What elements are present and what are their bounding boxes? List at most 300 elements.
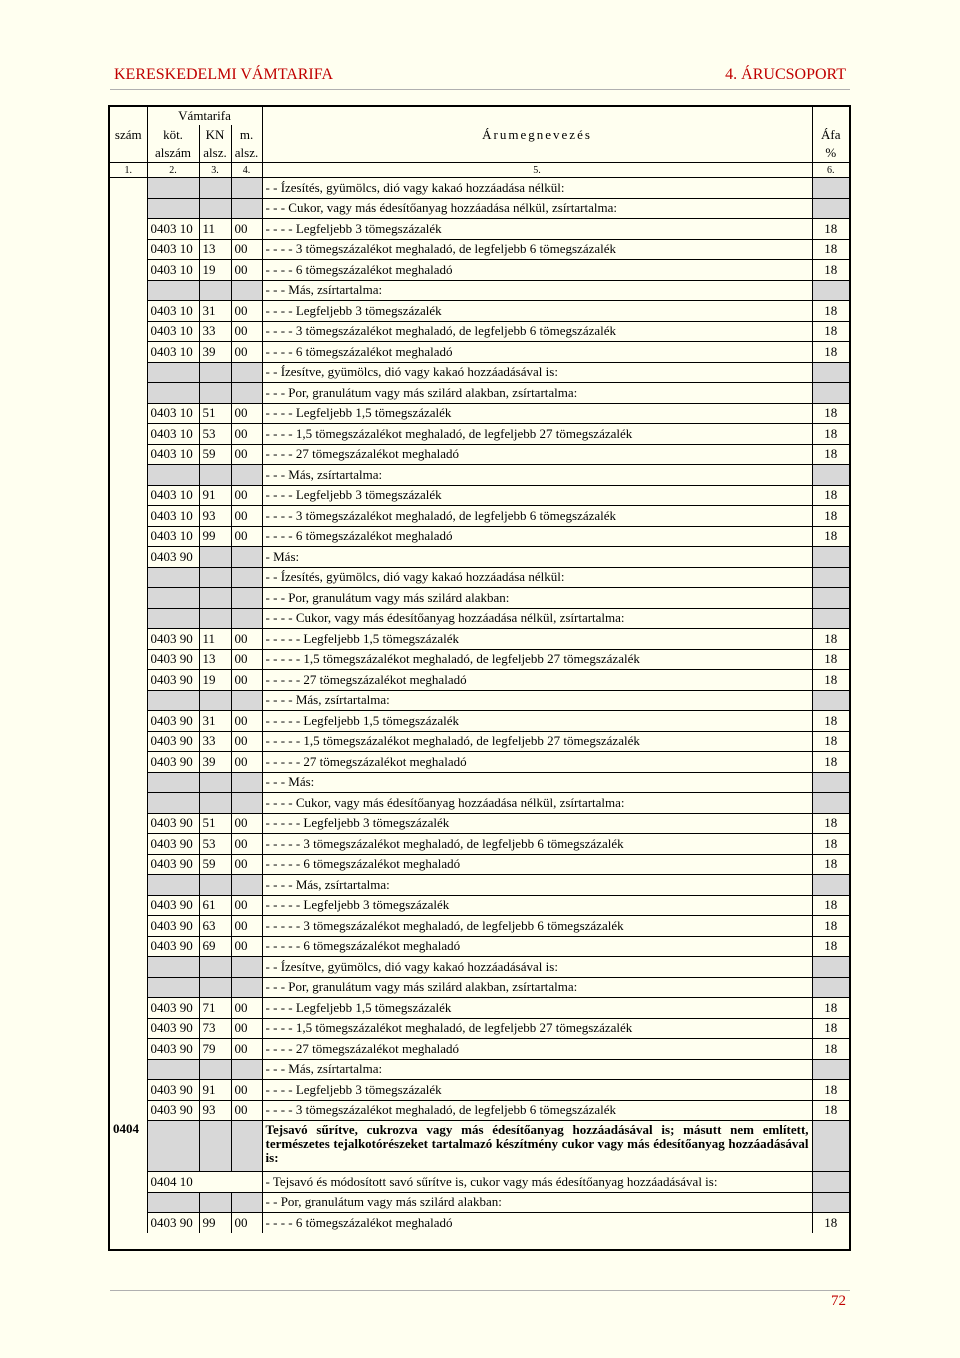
afa-cell: 18 [812,711,849,732]
kn-alsz-cell [199,957,231,978]
table-row [110,424,849,445]
m-alsz-cell [231,362,262,383]
kot-alszam-cell: 0403 90 [147,629,199,650]
description-cell: - - - Por, granulátum vagy más szilárd alakban, zsírtartalma: [262,383,812,404]
table-row [110,793,849,814]
kot-alszam-cell: 0403 10 [147,260,199,281]
table-row [110,608,849,629]
kn-alsz-cell: 31 [199,301,231,322]
table-row [110,178,849,199]
afa-cell: 18 [812,998,849,1019]
description-cell: - - - - - Legfeljebb 1,5 tömegszázalék [262,711,812,732]
table-row [110,772,849,793]
kot-alszam-cell [147,875,199,896]
szam-cell [110,178,147,1121]
kn-alsz-cell: 73 [199,1018,231,1039]
m-alsz-cell: 00 [231,711,262,732]
description-cell: - - Por, granulátum vagy más szilárd alakban: [262,1192,812,1213]
description-cell: - - Ízesítve, gyümölcs, dió vagy kakaó hozzáadásával is: [262,362,812,383]
afa-cell [812,567,849,588]
kn-alsz-cell: 51 [199,813,231,834]
table-row [110,1039,849,1060]
afa-cell: 18 [812,1100,849,1121]
table-row [110,260,849,281]
kn-alsz-cell [199,567,231,588]
afa-cell [812,280,849,301]
m-alsz-cell: 00 [231,649,262,670]
kn-alsz-cell: 51 [199,403,231,424]
kot-alszam-cell [147,588,199,609]
table-row [110,854,849,875]
table-row [110,383,849,404]
table-row [110,198,849,219]
kot-alszam-cell: 0403 90 [147,1080,199,1101]
description-cell: - - - - 3 tömegszázalékot meghaladó, de legfeljebb 6 tömegszázalék [262,321,812,342]
kn-alsz-cell: 53 [199,834,231,855]
kot-alszam-cell: 0403 90 [147,998,199,1019]
m-alsz-cell: 00 [231,895,262,916]
m-alsz-cell [231,690,262,711]
kot-alszam-cell: 0403 90 [147,752,199,773]
description-cell: - - - - - 3 tömegszázalékot meghaladó, de legfeljebb 6 tömegszázalék [262,834,812,855]
description-cell: - - - - - 3 tömegszázalékot meghaladó, de legfeljebb 6 tömegszázalék [262,916,812,937]
description-cell: - - - Más, zsírtartalma: [262,465,812,486]
kot-alszam-cell: 0403 10 [147,444,199,465]
kn-alsz-cell: 33 [199,321,231,342]
tariff-table [110,107,849,1233]
afa-cell: 18 [812,1080,849,1101]
m-alsz-cell: 00 [231,1100,262,1121]
kn-alsz-cell: 53 [199,424,231,445]
header-afa: Áfa [812,125,849,144]
table-row [110,547,849,568]
description-cell: - - - - 27 tömegszázalékot meghaladó [262,1039,812,1060]
m-alsz-cell: 00 [231,670,262,691]
kot-alszam-cell: 0403 90 [147,916,199,937]
kn-alsz-cell [199,362,231,383]
afa-cell: 18 [824,1214,838,1230]
table-row [110,588,849,609]
description-cell: - - - - Legfeljebb 3 tömegszázalék [262,301,812,322]
kn-alsz-cell: 93 [199,506,231,527]
description-cell: - Más: [262,547,812,568]
afa-cell: 18 [812,219,849,240]
kn-alsz-cell: 93 [199,1100,231,1121]
heading-number: 0404 [110,1121,147,1233]
description-cell: - - - - Más, zsírtartalma: [262,690,812,711]
table-row [110,301,849,322]
kot-alszam-cell: 0403 90 [147,1039,199,1060]
m-alsz-cell: 00 [231,1039,262,1060]
table-row [110,916,849,937]
afa-cell [812,977,849,998]
afa-cell: 18 [812,444,849,465]
kot-alszam-cell: 0403 90 [147,1100,199,1121]
m-alsz-cell: 00 [231,301,262,322]
kot-alszam-cell: 0403 90 [147,1213,199,1233]
table-body [110,178,849,1233]
afa-cell: 18 [812,526,849,547]
table-row [110,711,849,732]
kot-alszam-cell: 0403 10 [147,485,199,506]
m-alsz-cell: 00 [231,936,262,957]
afa-cell: 18 [812,260,849,281]
table-row [110,875,849,896]
m-alsz-cell: 00 [231,1213,262,1233]
table-header [110,107,849,178]
kot-alszam-cell: 0404 10 [147,1172,262,1193]
kot-alszam-cell [147,178,199,199]
afa-cell [812,875,849,896]
header-chapter: 4. ÁRUCSOPORT [725,66,846,83]
kn-alsz-cell [199,198,231,219]
description-cell: - - - - Cukor, vagy más édesítőanyag hozzáadása nélkül, zsírtartalma: [262,793,812,814]
description-cell: - - - - 6 tömegszázalékot meghaladó [262,260,812,281]
kot-alszam-cell [147,772,199,793]
m-alsz-cell [231,977,262,998]
description-cell: - - - - 3 tömegszázalékot meghaladó, de legfeljebb 6 tömegszázalék [262,239,812,260]
kot-alszam-cell: 0403 90 [147,813,199,834]
kn-alsz-cell: 69 [199,936,231,957]
kn-alsz-cell [199,465,231,486]
m-alsz-cell: 00 [231,526,262,547]
header-rule [110,89,850,90]
column-numbers: 1. 2. 3. 4. 5. 6. [110,163,849,178]
afa-cell [812,793,849,814]
m-alsz-cell: 00 [231,321,262,342]
m-alsz-cell [231,465,262,486]
kot-alszam-cell [147,198,199,219]
description-cell: - - - Por, granulátum vagy más szilárd alakban, zsírtartalma: [262,977,812,998]
header-arumegnevezes: Árumegnevezés [262,125,812,144]
kn-alsz-cell: 19 [199,260,231,281]
kot-alszam-cell: 0403 10 [147,301,199,322]
description-cell: - - - - Legfeljebb 1,5 tömegszázalék [262,998,812,1019]
footer-rule [110,1290,850,1291]
kot-alszam-cell: 0403 10 [147,239,199,260]
description-cell: - - - - Legfeljebb 1,5 tömegszázalék [262,403,812,424]
afa-cell: 18 [812,916,849,937]
description-cell: - - - Más, zsírtartalma: [262,1059,812,1080]
table-row [110,403,849,424]
kot-alszam-cell [147,383,199,404]
table-row [110,895,849,916]
m-alsz-cell: 00 [231,444,262,465]
m-alsz-cell: 00 [231,731,262,752]
afa-cell: 18 [812,936,849,957]
m-alsz-cell: 00 [231,239,262,260]
description-cell: - - - Más, zsírtartalma: [262,280,812,301]
description-cell: - - Ízesítve, gyümölcs, dió vagy kakaó hozzáadásával is: [262,957,812,978]
kn-alsz-cell: 39 [199,752,231,773]
table-row [110,1213,849,1233]
kn-alsz-cell [199,977,231,998]
kot-alszam-cell: 0403 10 [147,403,199,424]
kn-alsz-cell [199,690,231,711]
kot-alszam-cell: 0403 10 [147,321,199,342]
afa-cell [812,383,849,404]
kot-alszam-cell [147,793,199,814]
kn-alsz-cell: 59 [199,444,231,465]
header-m: m. [231,125,262,144]
afa-cell: 18 [812,301,849,322]
m-alsz-cell: 00 [231,752,262,773]
kn-alsz-cell: 63 [199,916,231,937]
heading-description: Tejsavó sűrítve, cukrozva vagy más édesítőanyag hozzáadásával is; másutt nem említett, természetes tejalkotórészeket tartalmazó készítmény cukor vagy más édesítőanyag hozzáadásával is: [262,1121,812,1172]
description-cell: - - - - - Legfeljebb 3 tömegszázalék [262,895,812,916]
heading-row-0404 [110,1121,849,1172]
afa-cell [812,588,849,609]
table-row [110,485,849,506]
kot-alszam-cell [147,608,199,629]
kn-alsz-cell: 13 [199,239,231,260]
kot-alszam-cell: 0403 10 [147,526,199,547]
kot-alszam-cell [147,567,199,588]
kn-alsz-cell: 61 [199,895,231,916]
kot-alszam-cell: 0403 90 [147,649,199,670]
m-alsz-cell: 00 [231,834,262,855]
header-kot: köt. [147,125,199,144]
table-row [110,465,849,486]
kot-alszam-cell: 0403 10 [147,342,199,363]
afa-cell: 18 [812,424,849,445]
m-alsz-cell: 00 [231,629,262,650]
kn-alsz-cell: 91 [199,1080,231,1101]
table-row [110,239,849,260]
afa-cell [812,547,849,568]
empty-cell [147,1121,199,1172]
description-cell: - - - - - 1,5 tömegszázalékot meghaladó, de legfeljebb 27 tömegszázalék [262,731,812,752]
kn-alsz-cell: 19 [199,670,231,691]
kot-alszam-cell: 0403 90 [147,670,199,691]
header-m-alsz: alsz. [231,144,262,163]
table-row [110,936,849,957]
kot-alszam-cell: 0403 90 [147,547,199,568]
table-row [110,567,849,588]
description-cell: - - - - - 1,5 tömegszázalékot meghaladó, de legfeljebb 27 tömegszázalék [262,649,812,670]
afa-cell [812,198,849,219]
description-cell: - - - Cukor, vagy más édesítőanyag hozzáadása nélkül, zsírtartalma: [262,198,812,219]
kot-alszam-cell: 0403 90 [147,1018,199,1039]
kot-alszam-cell [147,465,199,486]
afa-cell: 18 [812,752,849,773]
description-cell: - - - Más: [262,772,812,793]
table-row [110,219,849,240]
kn-alsz-cell: 71 [199,998,231,1019]
kn-alsz-cell: 11 [199,219,231,240]
m-alsz-cell: 00 [231,854,262,875]
description-cell: - - - - 3 tömegszázalékot meghaladó, de legfeljebb 6 tömegszázalék [262,1100,812,1121]
kot-alszam-cell: 0403 10 [147,219,199,240]
afa-cell [812,1121,849,1172]
table-row [110,834,849,855]
table-row [110,649,849,670]
kot-alszam-cell [147,362,199,383]
empty-cell [199,1121,231,1172]
afa-cell: 18 [812,239,849,260]
table-row [110,690,849,711]
table-row [110,321,849,342]
afa-cell [812,608,849,629]
m-alsz-cell [231,608,262,629]
afa-cell [812,772,849,793]
kot-alszam-cell: 0403 10 [147,506,199,527]
header-szam: szám [114,126,142,142]
kot-alszam-cell [147,280,199,301]
table-row [110,977,849,998]
m-alsz-cell [231,198,262,219]
description-cell: - - - - 3 tömegszázalékot meghaladó, de legfeljebb 6 tömegszázalék [262,506,812,527]
afa-cell: 18 [812,834,849,855]
table-row [110,1172,849,1193]
table-row [110,444,849,465]
kn-alsz-cell [199,280,231,301]
description-cell: - - - - 6 tömegszázalékot meghaladó [262,342,812,363]
m-alsz-cell: 00 [231,342,262,363]
header-title: KERESKEDELMI VÁMTARIFA [114,66,334,83]
description-cell: - - - - 1,5 tömegszázalékot meghaladó, de legfeljebb 27 tömegszázalék [262,424,812,445]
table-row [110,670,849,691]
description-cell: - - - - - Legfeljebb 1,5 tömegszázalék [262,629,812,650]
kn-alsz-cell [199,772,231,793]
kn-alsz-cell: 99 [199,1213,231,1233]
m-alsz-cell [231,772,262,793]
kn-alsz-cell: 99 [199,526,231,547]
m-alsz-cell [231,567,262,588]
table-row [110,1018,849,1039]
afa-cell: 18 [812,629,849,650]
description-cell: - - - - 27 tömegszázalékot meghaladó [262,444,812,465]
afa-cell [812,1172,849,1193]
m-alsz-cell [231,280,262,301]
kot-alszam-cell [147,690,199,711]
kot-alszam-cell: 0403 90 [147,711,199,732]
header-kn: KN [199,125,231,144]
description-cell: - - - - - 27 tömegszázalékot meghaladó [262,670,812,691]
kn-alsz-cell: 59 [199,854,231,875]
m-alsz-cell: 00 [231,260,262,281]
afa-cell [812,362,849,383]
kn-alsz-cell: 91 [199,485,231,506]
afa-cell: 18 [812,321,849,342]
kot-alszam-cell: 0403 90 [147,854,199,875]
m-alsz-cell [231,1059,262,1080]
m-alsz-cell [231,793,262,814]
afa-cell: 18 [812,403,849,424]
afa-cell [812,465,849,486]
afa-cell [812,1192,849,1213]
afa-cell: 18 [812,649,849,670]
m-alsz-cell: 00 [231,916,262,937]
table-row [110,362,849,383]
header-kn-alsz: alsz. [199,144,231,163]
kot-alszam-cell [147,957,199,978]
kot-alszam-cell: 0403 90 [147,895,199,916]
kn-alsz-cell: 33 [199,731,231,752]
m-alsz-cell [231,875,262,896]
kn-alsz-cell [199,793,231,814]
description-cell: - - - - - 6 tömegszázalékot meghaladó [262,936,812,957]
afa-cell: 18 [812,506,849,527]
description-cell: - - - - Legfeljebb 3 tömegszázalék [262,485,812,506]
header-alszam: alszám [147,144,199,163]
kn-alsz-cell [199,178,231,199]
m-alsz-cell [231,178,262,199]
kn-alsz-cell [199,1192,231,1213]
kn-alsz-cell [199,608,231,629]
m-alsz-cell: 00 [231,1018,262,1039]
kot-alszam-cell: 0403 90 [147,731,199,752]
description-cell: - - - - Legfeljebb 3 tömegszázalék [262,1080,812,1101]
table-row [110,731,849,752]
table-row [110,506,849,527]
kn-alsz-cell [199,1059,231,1080]
m-alsz-cell: 00 [231,485,262,506]
afa-cell: 18 [812,813,849,834]
table-row [110,1100,849,1121]
m-alsz-cell: 00 [231,424,262,445]
kot-alszam-cell: 0403 90 [147,834,199,855]
m-alsz-cell [231,383,262,404]
table-row [110,280,849,301]
description-cell: - - Ízesítés, gyümölcs, dió vagy kakaó hozzáadása nélkül: [262,567,812,588]
afa-cell: 18 [812,895,849,916]
table-row [110,342,849,363]
description-cell: - - - - 6 tömegszázalékot meghaladó [262,526,812,547]
afa-cell [812,690,849,711]
table-row [110,1059,849,1080]
afa-cell: 18 [812,485,849,506]
kot-alszam-cell [147,977,199,998]
description-cell: - Tejsavó és módosított savó sűrítve is, cukor vagy más édesítőanyag hozzáadásával is: [262,1172,812,1193]
m-alsz-cell: 00 [231,1080,262,1101]
table-row [110,629,849,650]
description-cell: - - - - - Legfeljebb 3 tömegszázalék [262,813,812,834]
m-alsz-cell: 00 [231,998,262,1019]
description-cell: - - - Por, granulátum vagy más szilárd alakban: [262,588,812,609]
description-cell: - - - - 1,5 tömegszázalékot meghaladó, de legfeljebb 27 tömegszázalék [262,1018,812,1039]
table-row [110,1192,849,1213]
kn-alsz-cell [199,383,231,404]
kn-alsz-cell [199,875,231,896]
m-alsz-cell: 00 [231,219,262,240]
afa-cell: 18 [812,1018,849,1039]
afa-cell: 18 [812,1039,849,1060]
kot-alszam-cell: 0403 10 [147,424,199,445]
m-alsz-cell: 00 [231,813,262,834]
description-cell: - - - - - 27 tömegszázalékot meghaladó [262,752,812,773]
kn-alsz-cell [199,547,231,568]
table-row [110,1080,849,1101]
table-row [110,957,849,978]
table-row [110,752,849,773]
afa-cell: 18 [812,670,849,691]
description-cell: - - - - Más, zsírtartalma: [262,875,812,896]
kn-alsz-cell: 39 [199,342,231,363]
m-alsz-cell [231,957,262,978]
m-alsz-cell [231,1192,262,1213]
afa-cell: 18 [812,342,849,363]
tariff-table-frame [108,105,851,1251]
description-cell: - - - - Cukor, vagy más édesítőanyag hozzáadása nélkül, zsírtartalma: [262,608,812,629]
kn-alsz-cell: 13 [199,649,231,670]
kn-alsz-cell: 11 [199,629,231,650]
description-cell: - - - - 6 tömegszázalékot meghaladó [262,1213,812,1233]
m-alsz-cell: 00 [231,403,262,424]
description-cell: - - - - - 6 tömegszázalékot meghaladó [262,854,812,875]
kot-alszam-cell: 0403 90 [147,936,199,957]
page-number: 72 [831,1293,846,1309]
